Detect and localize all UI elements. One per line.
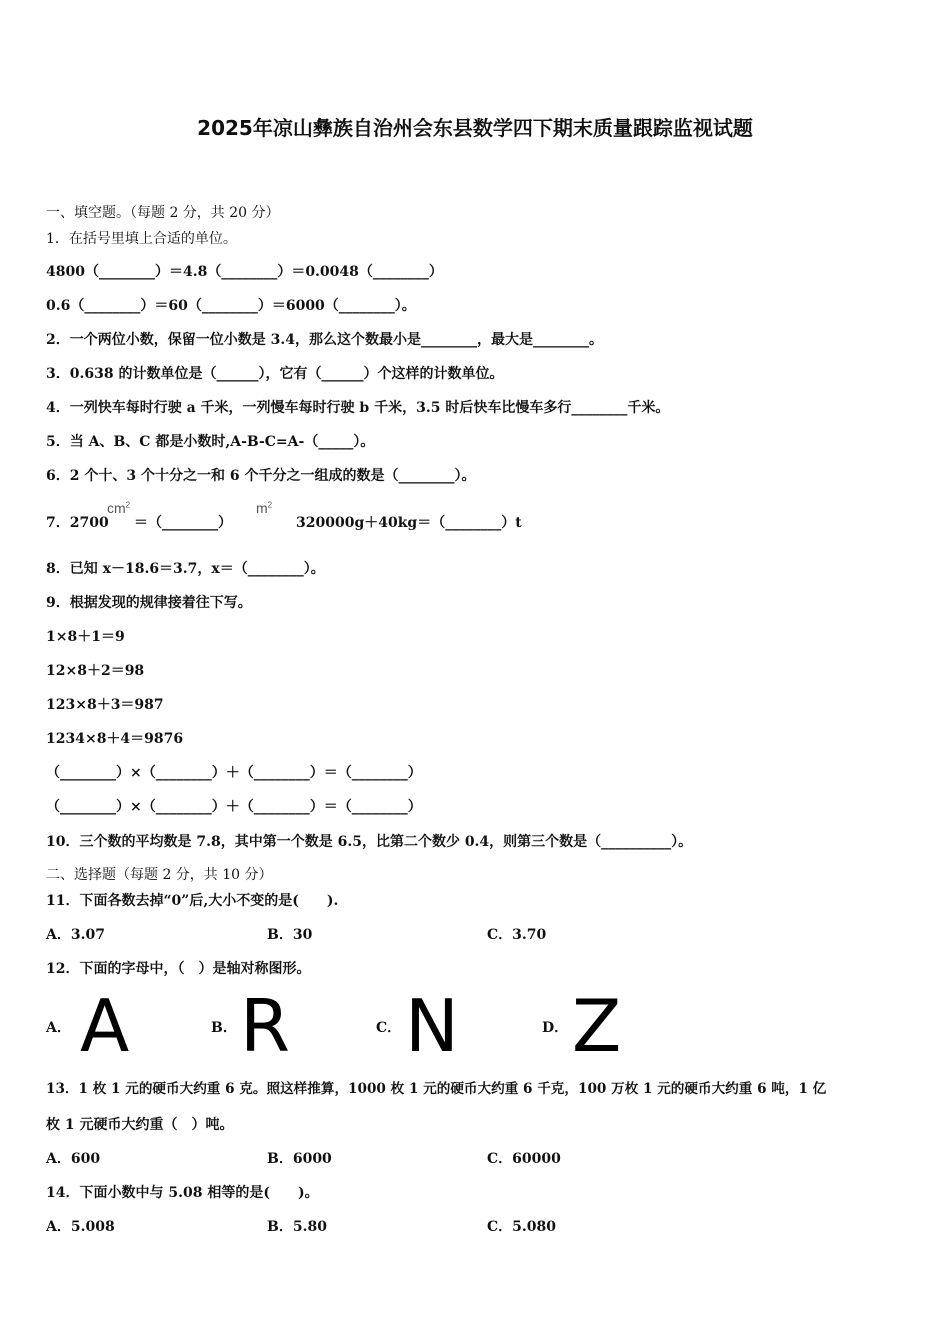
question-10: 10．三个数的平均数是 7.8，其中第一个数是 6.5，比第二个数少 0.4，则第三个数是（__________）。 [46, 834, 693, 850]
page-title: 2025年凉山彝族自治州会东县数学四下期末质量跟踪监视试题 [197, 116, 753, 140]
question-11-option-a: A．3.07 [46, 927, 105, 943]
question-12-label-a: A． [46, 1020, 71, 1036]
question-12-label-b: B． [211, 1020, 237, 1036]
question-9-eq1: 1×8＋1＝9 [46, 629, 125, 645]
question-14: 14．下面小数中与 5.08 相等的是( )。 [46, 1185, 319, 1201]
question-3: 3．0.638 的计数单位是（______），它有（______）个这样的计数单位。 [46, 366, 504, 382]
question-2: 2．一个两位小数，保留一位小数是 3.4，那么这个数最小是________，最大是________。 [46, 332, 603, 348]
question-12-label-d: D． [542, 1020, 569, 1036]
question-14-option-b: B．5.80 [267, 1219, 327, 1235]
question-12-label-c: C． [376, 1020, 402, 1036]
question-11-option-c: C．3.70 [487, 927, 547, 943]
question-4: 4．一列快车每时行驶 a 千米，一列慢车每时行驶 b 千米，3.5 时后快车比慢车多行________千米。 [46, 400, 670, 416]
question-13-line1: 13．1 枚 1 元的硬币大约重 6 克。照这样推算，1000 枚 1 元的硬币大约重 6 千克，100 万枚 1 元的硬币大约重 6 吨，1 亿 [46, 1081, 827, 1097]
question-13-line2: 枚 1 元硬币大约重（ ）吨。 [46, 1117, 234, 1133]
section2-heading: 二、选择题（每题 2 分，共 10 分） [46, 867, 273, 883]
question-7-part2: ＝（________） [134, 515, 232, 531]
question-5: 5．当 A、B、C 都是小数时,A-B-C=A-（_____）。 [46, 434, 375, 450]
question-13-option-c: C．60000 [487, 1151, 561, 1167]
question-14-option-c: C．5.080 [487, 1219, 556, 1235]
question-6: 6．2 个十、3 个十分之一和 6 个千分之一组成的数是（________）。 [46, 468, 476, 484]
question-11-option-b: B．30 [267, 927, 313, 943]
question-1: 1．在括号里填上合适的单位。 [46, 231, 237, 247]
letter-z-image: Z [572, 984, 622, 1068]
question-14-option-a: A．5.008 [46, 1219, 115, 1235]
question-9-blank2: （________）×（________）＋（________）＝（________） [46, 799, 422, 815]
unit-cm2: $cm^2$ [107, 500, 131, 516]
question-9: 9．根据发现的规律接着往下写。 [46, 595, 252, 611]
section1-heading: 一、填空题。（每题 2 分，共 20 分） [46, 205, 280, 221]
question-11: 11．下面各数去掉“0”后,大小不变的是( ). [46, 893, 339, 909]
question-9-eq3: 123×8＋3＝987 [46, 697, 164, 713]
question-12: 12．下面的字母中，（ ）是轴对称图形。 [46, 961, 311, 977]
question-9-eq4: 1234×8＋4＝9876 [46, 731, 184, 747]
letter-n-image: N [405, 984, 459, 1068]
question-13-option-a: A．600 [46, 1151, 101, 1167]
question-13-option-b: B．6000 [267, 1151, 332, 1167]
letter-a-image: A [80, 984, 130, 1068]
letter-r-image: R [240, 984, 291, 1068]
question-8: 8．已知 x－18.6＝3.7，x＝（________）。 [46, 561, 325, 577]
question-9-eq2: 12×8＋2＝98 [46, 663, 145, 679]
question-7-part1: 7．2700 [46, 515, 109, 531]
question-7-part3: 320000g＋40kg＝（________）t [296, 515, 522, 531]
question-1-line2: 0.6（________）＝60（________）＝6000（________）。 [46, 298, 416, 314]
question-1-line1: 4800（________）＝4.8（________）＝0.0048（________） [46, 264, 443, 280]
unit-m2: $m^2$ [256, 500, 273, 516]
question-9-blank1: （________）×（________）＋（________）＝（________） [46, 765, 422, 781]
